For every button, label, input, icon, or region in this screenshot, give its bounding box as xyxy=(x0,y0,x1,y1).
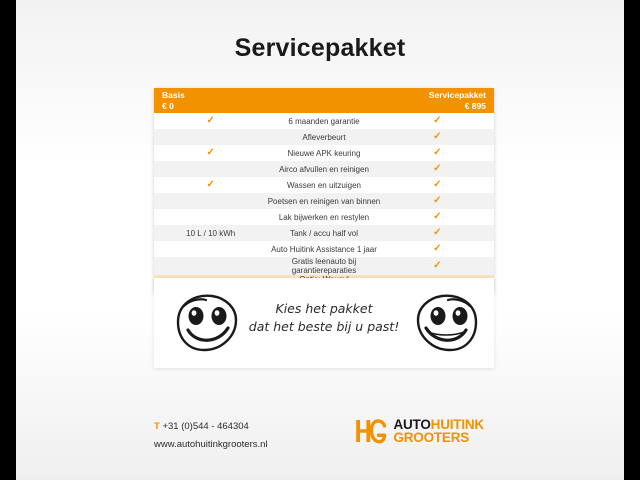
table-row xyxy=(154,113,494,129)
check-icon: ✓ xyxy=(433,147,442,158)
company-logo xyxy=(353,416,484,446)
logo-auto: AUTO xyxy=(393,416,431,432)
row-basis-cell xyxy=(154,177,267,193)
check-icon: ✓ xyxy=(433,227,442,238)
table-row xyxy=(154,241,494,257)
check-icon: ✓ xyxy=(206,147,215,158)
package-table-body xyxy=(154,88,494,293)
slogan-line-1: Kies het pakket xyxy=(275,301,373,316)
row-service-cell xyxy=(381,193,494,209)
check-icon: ✓ xyxy=(206,115,215,126)
row-label: Poetsen en reinigen van binnen xyxy=(267,193,380,209)
table-header-row xyxy=(154,88,494,113)
check-icon: ✓ xyxy=(433,243,442,254)
row-service-cell xyxy=(381,225,494,241)
row-label: Nieuwe APK keuring xyxy=(267,145,380,161)
row-basis-cell xyxy=(154,113,267,129)
row-service-cell xyxy=(381,129,494,145)
logo-huitink: HUITINK xyxy=(430,416,484,432)
logo-line-2: GROOTERS xyxy=(393,430,470,445)
check-icon: ✓ xyxy=(433,260,442,271)
row-basis-cell xyxy=(154,241,267,257)
row-service-cell xyxy=(381,177,494,193)
row-basis-cell xyxy=(154,257,267,275)
check-icon: ✓ xyxy=(206,179,215,190)
row-label: Afleverbeurt xyxy=(267,129,380,145)
table-row xyxy=(154,161,494,177)
check-icon: ✓ xyxy=(433,211,442,222)
header-basis-cell xyxy=(154,88,267,113)
row-basis-cell xyxy=(154,161,267,177)
header-servicepakket-cell xyxy=(381,88,494,113)
check-icon: ✓ xyxy=(433,115,442,126)
slogan-line-2: dat het beste bij u past! xyxy=(248,319,400,335)
row-service-cell xyxy=(381,113,494,129)
slogan-panel xyxy=(154,278,494,368)
contact-block xyxy=(154,418,268,454)
footer xyxy=(16,404,624,480)
row-basis-cell xyxy=(154,129,267,145)
row-basis-cell xyxy=(154,145,267,161)
check-icon: ✓ xyxy=(433,131,442,142)
letterbox-left xyxy=(0,0,16,480)
page-title: Servicepakket xyxy=(234,34,406,62)
row-basis-cell xyxy=(154,193,267,209)
table-row xyxy=(154,177,494,193)
row-service-cell xyxy=(381,161,494,177)
row-label: Gratis leenauto bij garantiereparaties xyxy=(267,257,380,275)
row-basis-cell xyxy=(154,209,267,225)
row-service-cell xyxy=(381,241,494,257)
row-label: Tank / accu half vol xyxy=(267,225,380,241)
row-service-cell xyxy=(381,257,494,275)
letterbox-right xyxy=(624,0,640,480)
phone-line xyxy=(154,418,268,436)
phone-number[interactable]: +31 (0)544 - 464304 xyxy=(162,421,249,432)
row-label: Auto Huitink Assistance 1 jaar xyxy=(267,241,380,257)
check-icon: ✓ xyxy=(433,195,442,206)
header-servicepakket-title: Servicepakket xyxy=(428,89,486,100)
header-basis-title: Basis xyxy=(162,89,185,100)
table-row xyxy=(154,129,494,145)
row-basis-cell: 10 L / 10 kWh xyxy=(154,225,267,241)
table-row xyxy=(154,193,494,209)
table-row xyxy=(154,209,494,225)
package-table xyxy=(154,88,494,293)
row-label: Airco afvullen en reinigen xyxy=(267,161,380,177)
table-row xyxy=(154,257,494,275)
service-package-card xyxy=(154,88,494,293)
check-icon: ✓ xyxy=(433,179,442,190)
row-service-cell xyxy=(381,209,494,225)
row-label: 6 maanden garantie xyxy=(267,113,380,129)
website-link[interactable]: www.autohuitinkgrooters.nl xyxy=(154,439,268,451)
row-service-cell xyxy=(381,145,494,161)
logo-wordmark xyxy=(393,418,484,445)
flyer-page xyxy=(16,0,624,480)
check-icon: ✓ xyxy=(433,163,442,174)
header-basis-price: € 0 xyxy=(162,100,174,111)
table-row xyxy=(154,145,494,161)
table-row xyxy=(154,225,494,241)
header-spacer-cell xyxy=(267,88,380,113)
row-label: Wassen en uitzuigen xyxy=(267,177,380,193)
logo-line-1 xyxy=(393,418,484,432)
hg-monogram-icon xyxy=(353,416,387,446)
phone-prefix: T xyxy=(154,421,160,432)
row-label: Lak bijwerken en restylen xyxy=(267,209,380,225)
header-servicepakket-price: € 895 xyxy=(464,100,486,111)
winking-face-right-icon xyxy=(414,292,484,354)
